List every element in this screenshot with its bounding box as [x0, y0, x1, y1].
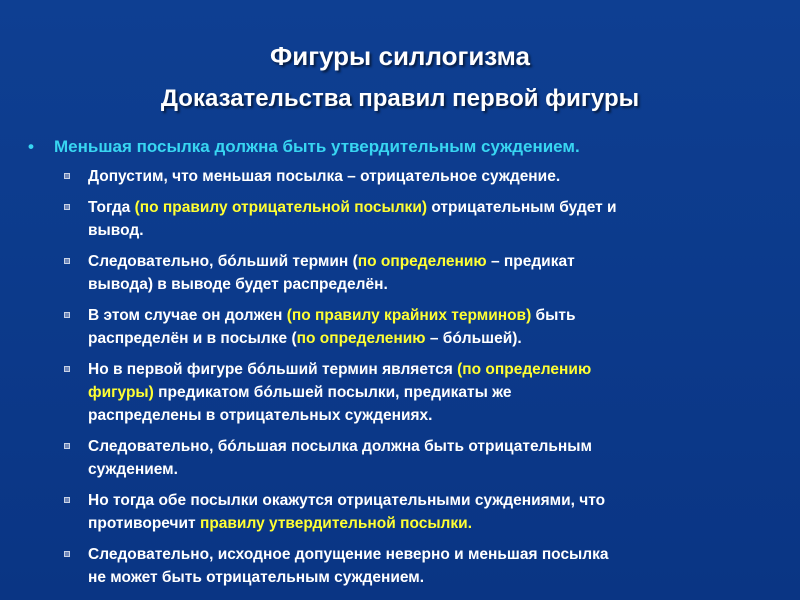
square-bullet-icon [64, 497, 70, 503]
list-item [62, 250, 772, 296]
list-item [62, 304, 772, 350]
highlighted-reference: (по правилу крайних терминов) [286, 307, 532, 324]
list-item-text [88, 546, 609, 586]
highlighted-reference: (по правилу отрицательной посылки) [134, 199, 428, 216]
text-segment: противоречит [88, 515, 200, 532]
text-segment: распределён и в посылке ( [88, 330, 297, 347]
highlighted-reference: по определению [296, 330, 426, 347]
list-item-text [88, 307, 576, 347]
main-bullet-text: Меньшая посылка должна быть утвердительным суждением. [54, 137, 580, 156]
text-segment: – бóльшей). [425, 330, 522, 347]
list-item [62, 165, 772, 188]
list-item-text [88, 253, 575, 293]
title-block [0, 40, 800, 114]
text-segment: Но тогда обе посылки окажутся отрицательными суждениями, что [88, 492, 606, 509]
list-item [62, 435, 772, 481]
text-segment: Допустим, что меньшая посылка – отрицательное суждение. [88, 168, 561, 185]
highlighted-reference: фигуры) [88, 384, 154, 401]
text-segment: отрицательным будет и [427, 199, 617, 216]
sub-bullet-list [62, 165, 772, 597]
text-segment: Но в первой фигуре бóльший термин является [88, 361, 458, 378]
list-item-text [88, 492, 605, 532]
bullet-dot-icon: • [28, 137, 34, 156]
text-segment: Следовательно, исходное допущение неверно и меньшая посылка [88, 546, 609, 563]
text-segment: вывод. [88, 222, 144, 239]
square-bullet-icon [64, 551, 70, 557]
square-bullet-icon [64, 312, 70, 318]
text-segment: Тогда [88, 199, 135, 216]
list-item-text [88, 168, 560, 185]
square-bullet-icon [64, 258, 70, 264]
text-segment: Следовательно, бóльшая посылка должна быть отрицательным [88, 438, 592, 455]
square-bullet-icon [64, 443, 70, 449]
list-item-text [88, 361, 591, 424]
square-bullet-icon [64, 173, 70, 179]
highlighted-reference: по определению [357, 253, 487, 270]
square-bullet-icon [64, 204, 70, 210]
square-bullet-icon [64, 366, 70, 372]
text-segment: В этом случае он должен [88, 307, 287, 324]
highlighted-reference: (по определению [457, 361, 592, 378]
list-item-text [88, 199, 617, 239]
list-item [62, 543, 772, 589]
highlighted-reference: правилу утвердительной посылки. [199, 515, 472, 532]
list-item [62, 489, 772, 535]
text-segment: не может быть отрицательным суждением. [88, 569, 425, 586]
text-segment: быть [531, 307, 576, 324]
list-item-text [88, 438, 592, 478]
text-segment: вывода) в выводе будет распределён. [88, 276, 388, 293]
slide-title: Фигуры силлогизма [270, 41, 530, 71]
text-segment: Следовательно, бóльший термин ( [88, 253, 358, 270]
text-segment: распределены в отрицательных суждениях. [88, 407, 433, 424]
text-segment: предикатом бóльшей посылки, предикаты же [153, 384, 512, 401]
text-segment: суждением. [88, 461, 178, 478]
text-segment: – предикат [486, 253, 575, 270]
list-item [62, 358, 772, 427]
list-item [62, 196, 772, 242]
slide-subtitle: Доказательства правил первой фигуры [160, 85, 640, 112]
